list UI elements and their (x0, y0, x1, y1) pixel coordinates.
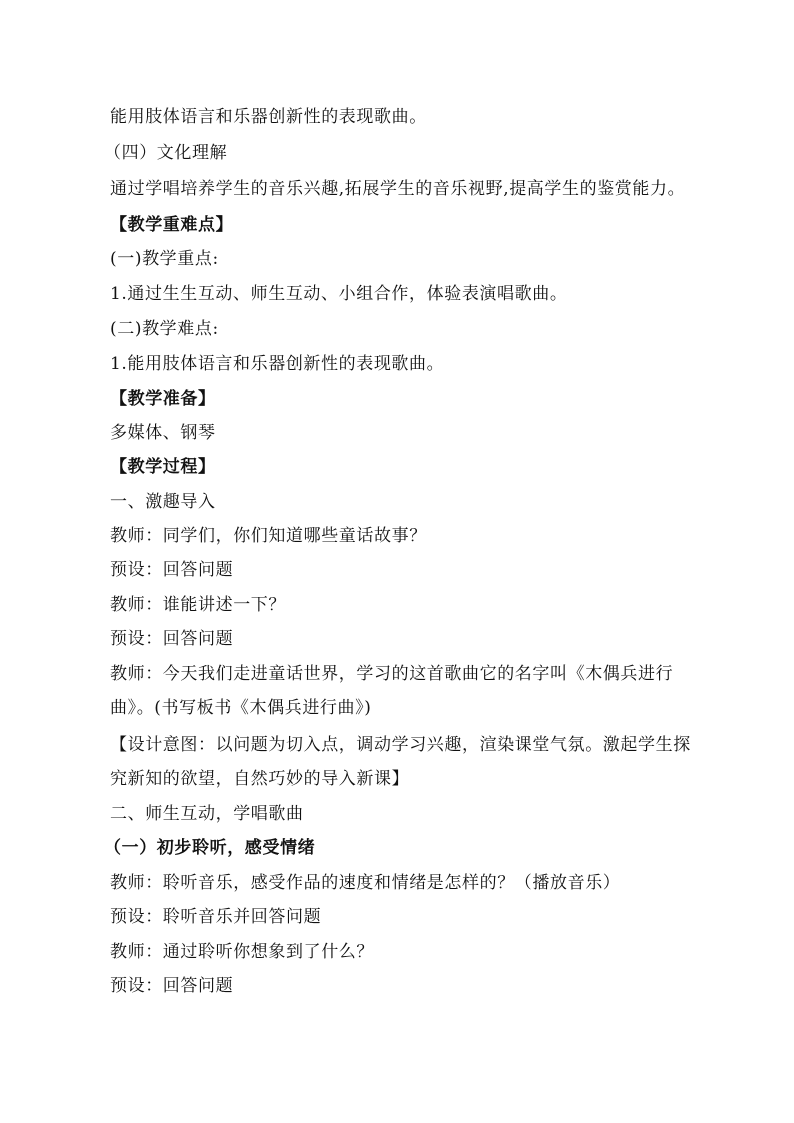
subheading-interaction: 二、师生互动，学唱歌曲 (110, 804, 304, 824)
heading-preparation: 【教学准备】 (110, 389, 216, 409)
text-line-13: 教师：同学们，你们知道哪些童话故事？ (110, 526, 427, 546)
design-intent-line-2: 究新知的欲望，自然巧妙的导入新课】 (110, 769, 410, 789)
text-line-6: 1.通过生生互动、师生互动、小组合作，体验表演唱歌曲。 (110, 284, 568, 304)
text-line-8: 1.能用肢体语言和乐器创新性的表现歌曲。 (110, 354, 445, 374)
text-line-15: 教师：谁能讲述一下？ (110, 595, 286, 615)
heading-key-difficult-points: 【教学重难点】 (110, 215, 234, 235)
subheading-key-points: (一)教学重点: (110, 249, 219, 269)
text-line-17: 教师：今天我们走进童话世界，学习的这首歌曲它的名字叫《木偶兵进行 (110, 664, 674, 684)
subheading-first-listen: （一）初步聆听，感受情绪 (104, 838, 316, 858)
design-intent-line-1: 【设计意图：以问题为切入点，调动学习兴趣，渲染课堂气氛。激起学生探 (110, 735, 691, 755)
text-line-24: 预设：聆听音乐并回答问题 (110, 907, 322, 927)
text-line-25: 教师：通过聆听你想象到了什么？ (110, 942, 374, 962)
text-line-10: 多媒体、钢琴 (110, 423, 216, 443)
section-heading-culture: （四）文化理解 (104, 143, 228, 163)
heading-process: 【教学过程】 (110, 457, 216, 477)
text-line-3: 通过学唱培养学生的音乐兴趣,拓展学生的音乐视野,提高学生的鉴赏能力。 (110, 179, 686, 199)
text-line-23: 教师：聆听音乐，感受作品的速度和情绪是怎样的？（播放音乐） (110, 873, 621, 893)
text-line-14: 预设：回答问题 (110, 560, 234, 580)
text-line-1: 能用肢体语言和乐器创新性的表现歌曲。 (110, 107, 427, 127)
subheading-intro: 一、激趣导入 (110, 492, 216, 512)
subheading-difficult-points: (二)教学难点: (110, 319, 219, 339)
text-line-16: 预设：回答问题 (110, 629, 234, 649)
text-line-26: 预设：回答问题 (110, 976, 234, 996)
text-line-18: 曲》。(书写板书《木偶兵进行曲》) (110, 698, 372, 718)
